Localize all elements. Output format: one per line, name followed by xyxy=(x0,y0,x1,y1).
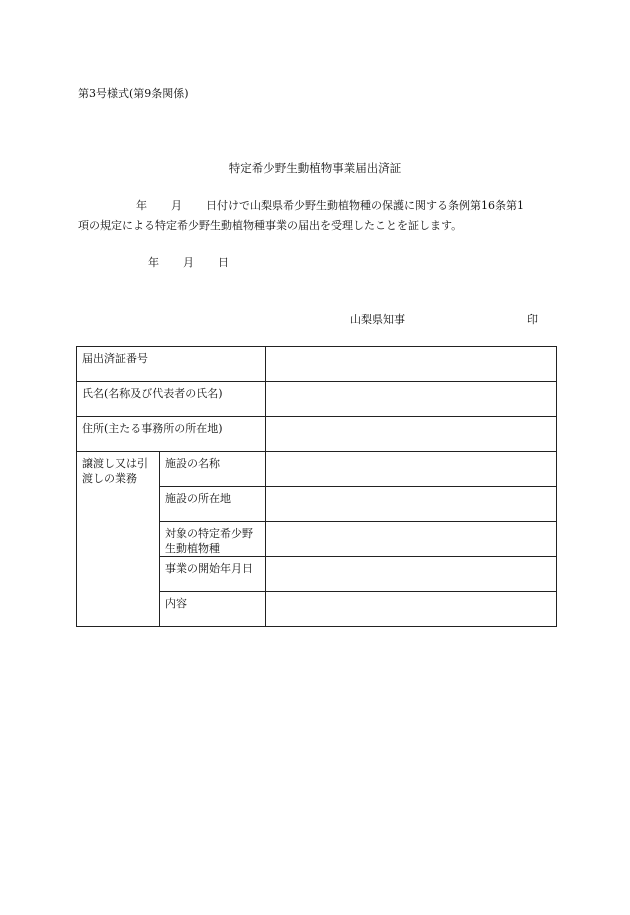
table-row xyxy=(77,382,557,417)
issue-date-line xyxy=(148,254,229,270)
seal-mark: 印 xyxy=(527,313,538,326)
table-row xyxy=(77,452,557,487)
value-cell xyxy=(266,382,557,417)
value-cell xyxy=(266,557,557,592)
body-month-label: 月 xyxy=(171,199,182,212)
document-title: 特定希少野生動植物事業届出済証 xyxy=(228,161,402,175)
certificate-body xyxy=(78,196,558,236)
row-label-certificate-number: 届出済証番号 xyxy=(77,347,266,382)
body-line-1-text: 日付けで山梨県希少野生動植物種の保護に関する条例第16条第1 xyxy=(206,199,524,212)
value-cell xyxy=(266,592,557,627)
body-line-1 xyxy=(78,196,558,216)
date-year-label: 年 xyxy=(148,256,159,269)
value-cell xyxy=(266,347,557,382)
body-year-label: 年 xyxy=(136,199,147,212)
sub-label-content: 内容 xyxy=(160,592,266,627)
sub-label-target-species: 対象の特定希少野生動植物種 xyxy=(160,522,266,557)
value-cell xyxy=(266,417,557,452)
group-label-transfer-business: 譲渡し又は引渡しの業務 xyxy=(77,452,160,627)
row-label-name: 氏名(名称及び代表者の氏名) xyxy=(77,382,266,417)
form-number-label: 第3号様式(第9条関係) xyxy=(78,87,189,100)
value-cell xyxy=(266,487,557,522)
value-cell xyxy=(266,452,557,487)
date-day-label: 日 xyxy=(218,256,229,269)
row-label-address: 住所(主たる事務所の所在地) xyxy=(77,417,266,452)
sub-label-start-date: 事業の開始年月日 xyxy=(160,557,266,592)
sub-label-facility-location: 施設の所在地 xyxy=(160,487,266,522)
table-row xyxy=(77,347,557,382)
date-month-label: 月 xyxy=(183,256,194,269)
issuer-title: 山梨県知事 xyxy=(350,313,405,326)
value-cell xyxy=(266,522,557,557)
sub-label-facility-name: 施設の名称 xyxy=(160,452,266,487)
table-row xyxy=(77,417,557,452)
certificate-table xyxy=(76,346,557,627)
body-line-2: 項の規定による特定希少野生動植物種事業の届出を受理したことを証します。 xyxy=(78,219,463,232)
